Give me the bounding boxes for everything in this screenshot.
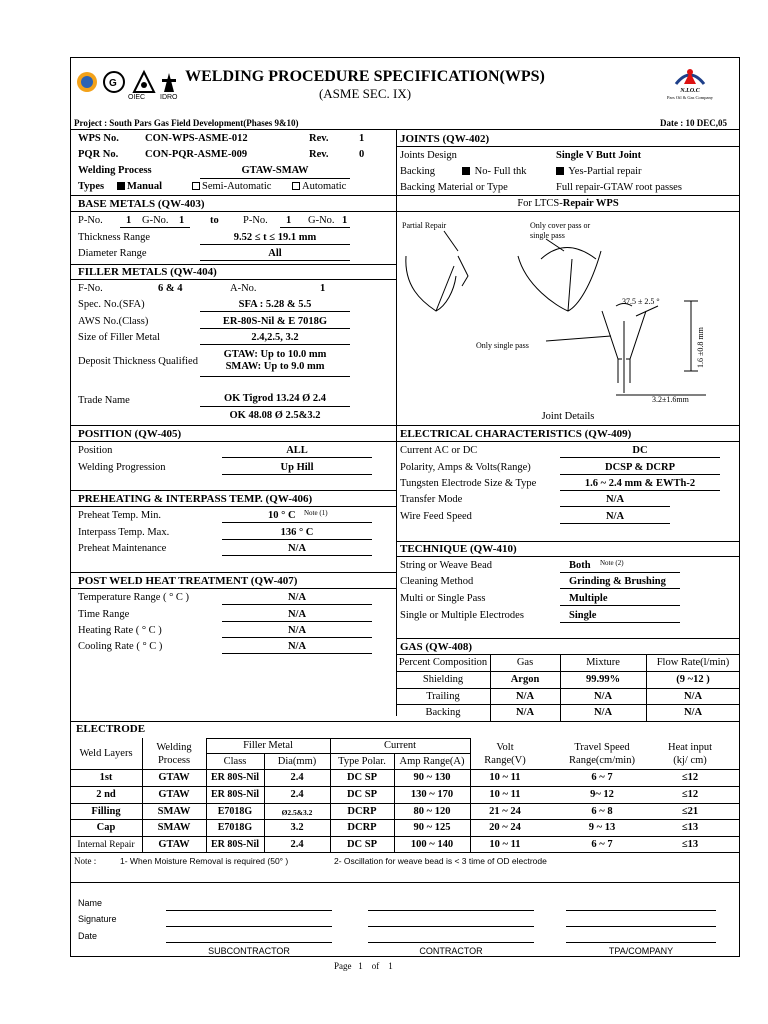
joints-design-value: Single V Butt Joint (556, 150, 642, 161)
subcontractor-label: SUBCONTRACTOR (208, 946, 290, 956)
tpa-sign-line[interactable] (566, 926, 716, 927)
pwht-cool-value: N/A (287, 641, 307, 652)
progression-label: Welding Progression (78, 462, 166, 473)
contractor-label: CONTRACTOR (419, 946, 483, 956)
pno2-label: P-No. (243, 215, 268, 226)
position-value: ALL (286, 445, 308, 456)
notes-label: Note : (74, 856, 97, 866)
pno-label: P-No. (78, 215, 103, 226)
electrode-cell: ≤12 (681, 772, 699, 783)
pno2-value: 1 (286, 215, 292, 226)
gas-title: GAS (QW-408) (400, 641, 473, 653)
col-process-2: Process (157, 755, 191, 766)
pno-value: 1 (126, 215, 132, 226)
wps-no-label: WPS No. (78, 133, 119, 144)
multi-pass-value: Multiple (569, 593, 608, 604)
sub-name-line[interactable] (166, 910, 332, 911)
electrode-cell: 21 ~ 24 (489, 806, 521, 817)
multi-pass-label: Multi or Single Pass (400, 593, 486, 604)
logo-label-oiec: OIEC (128, 94, 146, 101)
types-label: Types (78, 181, 105, 192)
preheat-min-label: Preheat Temp. Min. (78, 510, 162, 521)
backing-material-value: Full repair-GTAW root passes (556, 182, 682, 193)
gas-cell: N/A (515, 691, 535, 702)
col-class: Class (223, 756, 247, 767)
wire-feed-value: N/A (605, 511, 625, 522)
fno-label: F-No. (78, 283, 103, 294)
electrode-cell: 10 ~ 11 (489, 789, 521, 800)
string-note: Note (2) (600, 559, 624, 567)
electrode-cell: ≤12 (681, 789, 699, 800)
electrode-cell: 90 ~ 125 (413, 822, 451, 833)
interpass-value: 136 ° C (280, 527, 314, 538)
electrode-cell: SMAW (157, 822, 191, 833)
pwht-temp-label: Temperature Range ( ° C ) (78, 592, 190, 603)
gap-label: 3.2±1.6mm (652, 395, 689, 404)
date-line: Date : 10 DEC,05 (660, 118, 727, 128)
document-subtitle: (ASME SEC. IX) (318, 86, 412, 101)
pwht-time-label: Time Range (78, 609, 130, 620)
current-value: DC (632, 445, 648, 456)
electrode-cell: E7018G (217, 822, 253, 833)
tpa-label: TPA/COMPANY (608, 946, 674, 956)
pwht-temp-value: N/A (287, 592, 307, 603)
svg-text:G: G (109, 78, 117, 89)
partial-repair-label: Partial Repair (402, 221, 447, 230)
nioc-label: N.I.O.C (680, 88, 700, 94)
gno-value: 1 (179, 215, 185, 226)
electrode-cell: 2.4 (290, 772, 304, 783)
types-manual: Manual (117, 181, 162, 193)
gas-header-gas: Gas (516, 657, 534, 668)
gas-cell: N/A (515, 707, 535, 718)
thickness-dim-label: 1.6 ±0.8 mm (696, 327, 705, 368)
electrode-cell: GTAW (158, 772, 190, 783)
size-value: 2.4,2.5, 3.2 (251, 332, 299, 343)
thickness-range-value: 9.52 ≤ t ≤ 19.1 mm (233, 232, 317, 243)
pwht-heat-label: Heating Rate ( ° C ) (78, 625, 162, 636)
gas-cell: N/A (683, 691, 703, 702)
trade-name-label: Trade Name (78, 395, 130, 406)
electrode-cell: 100 ~ 140 (410, 839, 454, 850)
preheat-note: Note (1) (304, 509, 328, 517)
col-travel-1: Travel Speed (574, 742, 630, 753)
ltcs-caption: For LTCS-Repair WPS (517, 198, 619, 209)
trade-name-1: OK Tigrod 13.24 Ø 2.4 (223, 393, 327, 404)
electrode-cell: ER 80S-Nil (210, 772, 260, 783)
electrode-cell: Ø2.5&3.2 (281, 808, 313, 817)
col-volt-1: Volt (496, 742, 514, 753)
to-label: to (210, 215, 219, 226)
interpass-label: Interpass Temp. Max. (78, 527, 170, 538)
pwht-heat-value: N/A (287, 625, 307, 636)
electrode-cell: DC SP (346, 772, 378, 783)
pwht-title: POST WELD HEAT TREATMENT (QW-407) (78, 575, 298, 587)
tungsten-label: Tungsten Electrode Size & Type (400, 478, 537, 489)
electrode-title: ELECTRODE (76, 723, 146, 735)
electrode-cell: GTAW (158, 789, 190, 800)
document-title: WELDING PROCEDURE SPECIFICATION(WPS) (185, 68, 545, 85)
sig-date-label: Date (78, 931, 98, 941)
trade-name-2: OK 48.08 Ø 2.5&3.2 (229, 410, 321, 421)
electrode-cell: 80 ~ 120 (413, 806, 451, 817)
con-date-line[interactable] (368, 942, 534, 943)
electrode-cell: DC SP (346, 789, 378, 800)
electrode-cell: 9 ~ 13 (588, 822, 616, 833)
electrodes-value: Single (569, 610, 597, 621)
electrode-cell: 90 ~ 130 (413, 772, 451, 783)
electrodes-label: Single or Multiple Electrodes (400, 610, 524, 621)
progression-value: Up Hill (280, 462, 314, 473)
electrode-cell: 3.2 (290, 822, 304, 833)
electrode-cell: ER 80S-Nil (210, 839, 260, 850)
con-name-line[interactable] (368, 910, 534, 911)
pqr-rev-value: 0 (359, 149, 365, 160)
automatic-checkbox[interactable] (292, 182, 300, 190)
single-pass-label: single pass (530, 231, 565, 240)
electrode-cell: GTAW (158, 839, 190, 850)
joint-details-drawing (396, 211, 740, 411)
logo-label-idro: IDRO (160, 94, 178, 101)
diameter-range-label: Diameter Range (78, 248, 147, 259)
thickness-range-label: Thickness Range (78, 232, 151, 243)
backing-label: Backing (400, 166, 435, 177)
page-footer: Page 1 of 1 (334, 961, 393, 971)
gas-cell: 99.99% (585, 674, 621, 685)
electrode-cell: 2.4 (290, 789, 304, 800)
only-cover-label: Only cover pass or (530, 221, 591, 230)
backing-no: No- Full thk (462, 166, 527, 178)
filler-metals-title: FILLER METALS (QW-404) (78, 266, 217, 278)
gas-header-flow: Flow Rate(l/min) (656, 657, 730, 668)
electrode-cell: ≤21 (681, 806, 699, 817)
gno2-label: G-No. (308, 215, 335, 226)
size-label: Size of Filler Metal (78, 332, 160, 343)
aws-label: AWS No.(Class) (78, 316, 149, 327)
col-amp: Amp Range(A) (399, 756, 465, 767)
electrode-cell: ≤13 (681, 839, 699, 850)
note-2: 2- Oscillation for weave bead is < 3 time of OD electrode (334, 856, 547, 866)
cleaning-value: Grinding & Brushing (569, 576, 666, 587)
current-label: Current AC or DC (400, 445, 478, 456)
deposit-label: Deposit Thickness Qualified (78, 356, 198, 367)
nioc-logo (670, 64, 710, 90)
semi-automatic-checkbox[interactable] (192, 182, 200, 190)
electrode-row-layer: Internal Repair (77, 840, 135, 850)
diameter-range-value: All (268, 248, 282, 259)
string-label: String or Weave Bead (400, 560, 492, 571)
col-current: Current (383, 740, 417, 751)
pqr-rev-label: Rev. (309, 149, 329, 160)
preheat-min-value: 10 ° C (268, 510, 296, 521)
types-auto: Automatic (292, 181, 346, 193)
types-semi: Semi-Automatic (192, 181, 271, 193)
pqr-no-value: CON-PQR-ASME-009 (145, 149, 248, 160)
ano-label: A-No. (230, 283, 257, 294)
electrode-cell: 6 ~ 7 (591, 839, 613, 850)
gas-row-label: Backing (425, 707, 461, 718)
electrode-cell: 20 ~ 24 (489, 822, 521, 833)
electrode-cell: 6 ~ 7 (591, 772, 613, 783)
wps-rev-value: 1 (359, 133, 365, 144)
electrode-cell: DCRP (347, 822, 377, 833)
preheat-maint-label: Preheat Maintenance (78, 543, 167, 554)
process-value: GTAW-SMAW (241, 165, 309, 176)
gas-row-label: Trailing (426, 691, 460, 702)
electrode-cell: 9~ 12 (590, 789, 614, 800)
deposit-gtaw: GTAW: Up to 10.0 mm (223, 349, 327, 360)
electrode-cell: SMAW (157, 806, 191, 817)
backing-yes-checkbox[interactable] (556, 167, 564, 175)
joint-details-caption: Joint Details (541, 411, 595, 422)
col-volt-2: Range(V) (484, 755, 526, 766)
process-label: Welding Process (78, 165, 152, 176)
electrode-cell: DCRP (347, 806, 377, 817)
tungsten-value: 1.6 ~ 2.4 mm & EWTh-2 (584, 478, 696, 489)
joints-title: JOINTS (QW-402) (400, 133, 490, 145)
polarity-label: Polarity, Amps & Volts(Range) (400, 462, 531, 473)
electrode-cell: 10 ~ 11 (489, 839, 521, 850)
wps-no-value: CON-WPS-ASME-012 (145, 133, 248, 144)
manual-checkbox[interactable] (117, 182, 125, 190)
note-1: 1- When Moisture Removal is required (50° ) (120, 856, 289, 866)
project-line: Project : South Pars Gas Field Development(Phases 9&10) (74, 118, 299, 128)
position-title: POSITION (QW-405) (78, 428, 182, 440)
aws-value: ER-80S-Nil & E 7018G (222, 316, 328, 327)
tpa-date-line[interactable] (566, 942, 716, 943)
electrode-cell: 10 ~ 11 (489, 772, 521, 783)
transfer-label: Transfer Mode (400, 494, 463, 505)
wire-feed-label: Wire Feed Speed (400, 511, 472, 522)
position-label: Position (78, 445, 113, 456)
gas-cell: (9 ~12 ) (676, 674, 710, 685)
electrical-title: ELECTRICAL CHARACTERISTICS (QW-409) (400, 428, 632, 440)
gno2-value: 1 (342, 215, 348, 226)
con-sign-line[interactable] (368, 926, 534, 927)
gas-cell: N/A (593, 691, 613, 702)
electrode-cell: E7018G (217, 806, 253, 817)
wps-rev-label: Rev. (309, 133, 329, 144)
string-value: Both (569, 560, 591, 571)
gas-cell: N/A (683, 707, 703, 718)
electrode-row-layer: 1st (99, 772, 113, 783)
electrode-cell: 130 ~ 170 (410, 789, 454, 800)
col-heat-2: (kj/ cm) (673, 755, 707, 766)
col-weld-layers: Weld Layers (79, 748, 133, 759)
polarity-value: DCSP & DCRP (605, 462, 675, 473)
gas-header-composition: Percent Composition (398, 657, 488, 668)
backing-no-checkbox[interactable] (462, 167, 470, 175)
fno-value: 6 & 4 (158, 283, 183, 294)
base-metals-title: BASE METALS (QW-403) (78, 198, 205, 210)
col-heat-1: Heat input (667, 742, 713, 753)
spec-label: Spec. No.(SFA) (78, 299, 145, 310)
gas-row-label: Shielding (422, 674, 464, 685)
only-single-label: Only single pass (476, 341, 529, 350)
pqr-no-label: PQR No. (78, 149, 119, 160)
nioc-sub: Pars Oil & Gas Company (667, 95, 713, 100)
nioc-logo-icon (670, 64, 710, 90)
gno-label: G-No. (142, 215, 169, 226)
electrode-cell: DC SP (346, 839, 378, 850)
electrode-row-layer: Filling (91, 806, 121, 817)
sub-sign-line[interactable] (166, 926, 332, 927)
electrode-cell: 6 ~ 8 (591, 806, 613, 817)
col-process-1: Welding (156, 742, 192, 753)
col-type: Type Polar. (338, 756, 386, 767)
backing-material-label: Backing Material or Type (400, 182, 508, 193)
sig-signature-label: Signature (78, 914, 117, 924)
electrode-cell: ≤13 (681, 822, 699, 833)
col-travel-2: Range(cm/min) (569, 755, 635, 766)
gas-cell: N/A (593, 707, 613, 718)
tpa-name-line[interactable] (566, 910, 716, 911)
pwht-time-value: N/A (287, 609, 307, 620)
angle-label: 37.5 ± 2.5 ° (622, 297, 660, 306)
sub-date-line[interactable] (166, 942, 332, 943)
sig-name-label: Name (78, 898, 103, 908)
ano-value: 1 (320, 283, 326, 294)
joints-design-label: Joints Design (400, 150, 457, 161)
gas-cell: Argon (510, 674, 540, 685)
preheat-maint-value: N/A (287, 543, 307, 554)
electrode-row-layer: Cap (96, 822, 116, 833)
col-filler: Filler Metal (243, 740, 293, 751)
col-dia: Dia(mm) (277, 756, 317, 767)
deposit-smaw: SMAW: Up to 9.0 mm (225, 361, 325, 372)
electrode-row-layer: 2 nd (96, 789, 116, 800)
pwht-cool-label: Cooling Rate ( ° C ) (78, 641, 163, 652)
electrode-cell: ER 80S-Nil (210, 789, 260, 800)
preheat-title: PREHEATING & INTERPASS TEMP. (QW-406) (78, 493, 313, 505)
electrode-cell: 2.4 (290, 839, 304, 850)
backing-yes: Yes-Partial repair (556, 166, 642, 178)
technique-title: TECHNIQUE (QW-410) (400, 543, 517, 555)
transfer-value: N/A (605, 494, 625, 505)
cleaning-label: Cleaning Method (400, 576, 474, 587)
spec-value: SFA : 5.28 & 5.5 (238, 299, 312, 310)
gas-header-mixture: Mixture (586, 657, 620, 668)
